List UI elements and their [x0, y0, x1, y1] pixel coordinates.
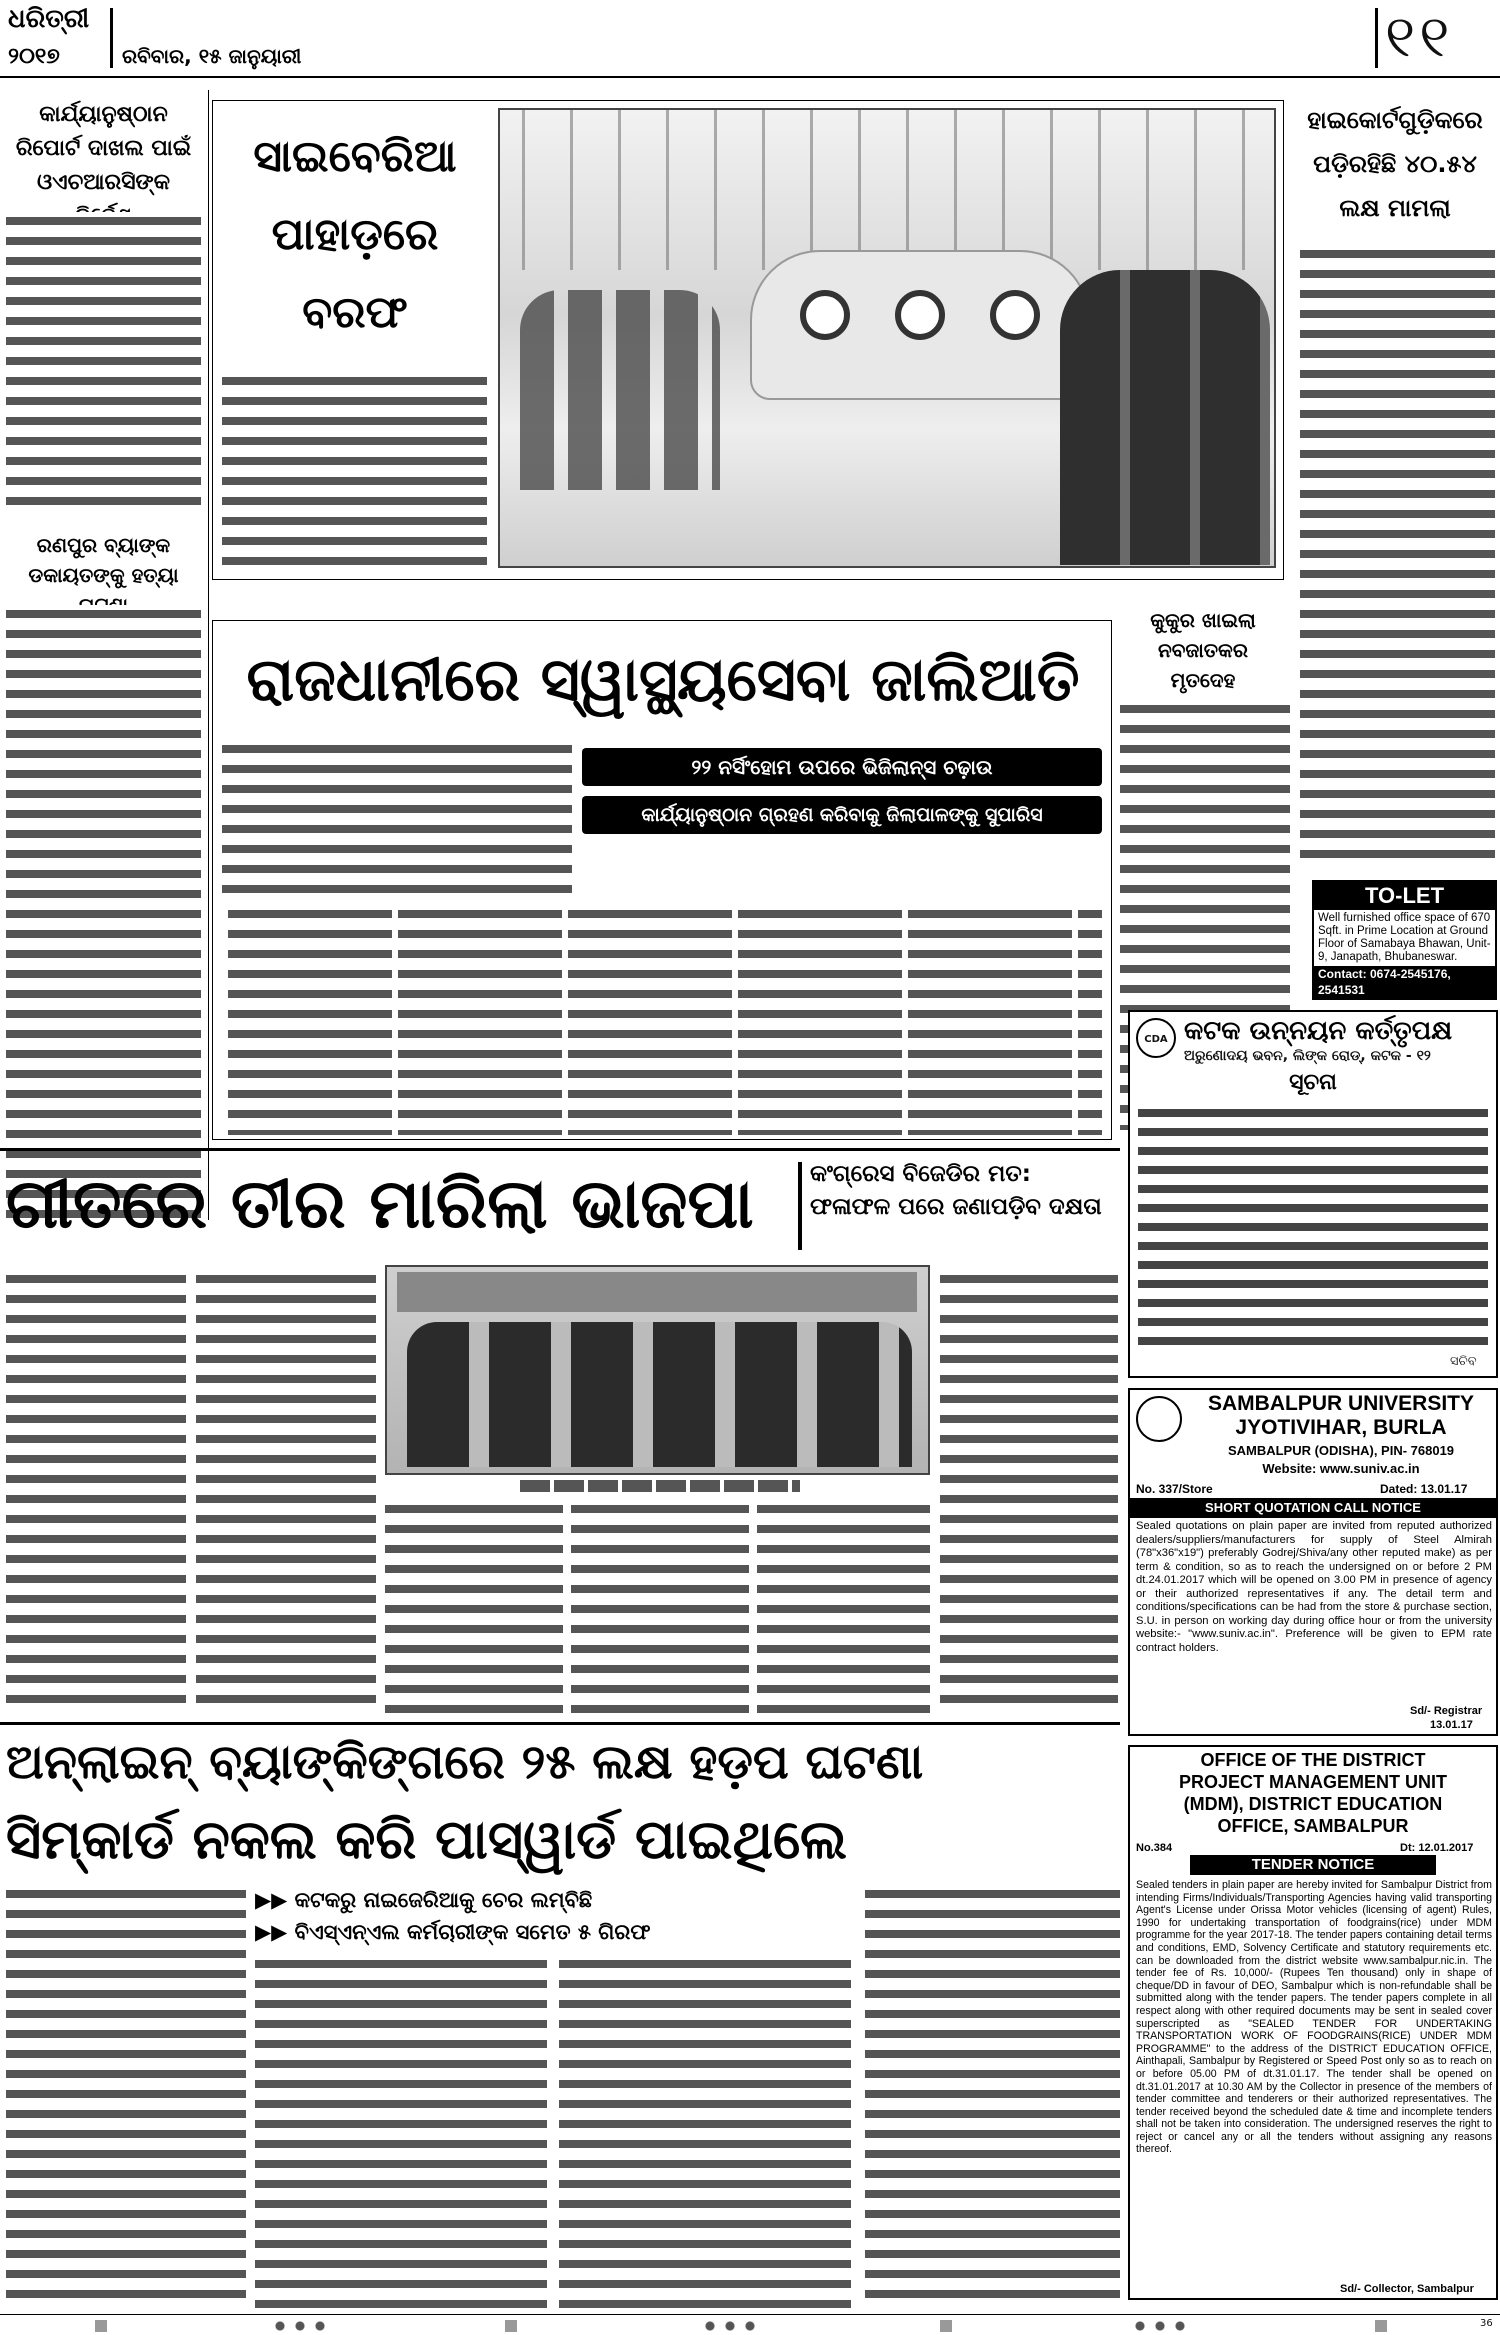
su-title-2: JYOTIVIHAR, BURLA: [1235, 1416, 1447, 1439]
bjp-article-middle: [385, 1500, 930, 1715]
cda-notice-title: ସୂଚନା: [1289, 1070, 1337, 1095]
bjp-article-left: [6, 1270, 376, 1715]
su-address: SAMBALPUR (ODISHA), PIN- 768019: [1227, 1443, 1455, 1458]
dpmu-signature: Sd/- Collector, Sambalpur: [1340, 2283, 1474, 2295]
dpmu-notice-title: TENDER NOTICE: [1190, 1855, 1436, 1875]
bjp-divider: [798, 1162, 802, 1250]
footer-rule: [0, 2314, 1500, 2315]
column-rule: [208, 90, 209, 1220]
dpmu-title-3: (MDM), DISTRICT EDUCATION: [1183, 1794, 1443, 1814]
dpmu-title-4: OFFICE, SAMBALPUR: [1217, 1816, 1409, 1836]
bank-article-middle: [255, 1955, 855, 2310]
issue-date: ରବିବାର, ୧୫ ଜାନୁୟାରୀ: [122, 44, 302, 68]
registration-dots: [270, 2320, 330, 2332]
bjp-photo-caption: [520, 1480, 800, 1492]
bank-article-right: [865, 1885, 1120, 2310]
su-title-1: SAMBALPUR UNIVERSITY: [1207, 1392, 1475, 1415]
bjp-article-right: [940, 1270, 1118, 1715]
cda-ad: [1128, 1010, 1498, 1378]
highcourt-headline: ହାଇକୋର୍ଟଗୁଡ଼ିକରେ ପଡ଼ିରହିଛି ୪୦.୫୪ ଲକ୍ଷ ମାମଲା: [1307, 106, 1483, 222]
dpmu-date: Dt: 12.01.2017: [1400, 1842, 1474, 1854]
su-logo: [1136, 1396, 1182, 1442]
bjp-headline: ଗୀତରେ ତୀର ମାରିଲା ଭାଜପା: [6, 1165, 754, 1244]
siberia-headline: ସାଇବେରିଆ ପାହାଡ଼ରେ ବରଫ: [253, 131, 457, 338]
su-signature: Sd/- Registrar: [1410, 1705, 1483, 1717]
cda-signature: ସଚିବ: [1450, 1354, 1477, 1369]
page-number: ୧୧: [1385, 2, 1454, 70]
bjp-press-photo: [385, 1265, 930, 1475]
dpmu-title-2: PROJECT MANAGEMENT UNIT: [1178, 1772, 1447, 1792]
registration-mark: [1375, 2320, 1387, 2332]
bank-kicker-2: [255, 1917, 855, 1947]
su-notice-body: Sealed quotations on plain paper are invited from reputed authorized dealers/suppliers/manufacturers for supply of Steel Almirah (78"x36"x19") preferably Godrej/Shiva/any other reputed make) as per term & condition, so as to reach the undersigned on or before 2 PM dt.24.01.2017 which will be opened on 3.00 PM in presence of agency or their authorized representatives if any. The detail term and conditions/specifications can be had from the store & purchase section, S.U. in person on working day during office hour or from the university website:- "www.suniv.ac.in". Preference will be given to EPM rate contract holders.: [1136, 1520, 1492, 1654]
left-article-2-text: [6, 605, 201, 1220]
health-intro-text: [222, 740, 572, 900]
dpmu-notice-body: Sealed tenders in plain paper are hereby invited for Sambalpur District from intending Firms/Individuals/Transporting Agencies having valid transporting Agent's License under Orissa Motor vehicles (licensing of agent) Rules, 1990 for undertaking transportation of foodgrains(rice) under MDM programme for the year 2017-18. The tender papers containing detail terms and conditions, EMD, Solvency Certificate and statutory requirements etc. can be downloaded from the district website www.sambalpur.nic.in. The tender fee of Rs. 10,000/- (Rupees Ten thousand) only in shape of cheque/DD in favour of DEO, Sambalpur which is non-refundable shall be submitted along with the tender papers. The tender papers complete in all respect along with other required documents may be sent in sealed cover superscripted as "SEALED TENDER FOR UNDERTAKING TRANSPORTATION WORK OF FOODGRAINS(RICE) UNDER MDM PROGRAMME" to the address of the DISTRICT EDUCATION OFFICE, Ainthapali, Sambalpur by Registered or Speed Post only so as to reach on or before 05.00 PM of dt.31.01.17. The tender shall be opened on dt.31.01.2017 at 10.30 AM by the Collector in presence of the members of tender committee and tenderers or their authorized representatives. The tender received beyond the scheduled date & time and incomplete tenders shall not be taken into consideration. The undersigned reserves the right to reject or cancel any or all the tenders without assigning any reasons thereof.: [1136, 1879, 1492, 2156]
tolet-body: Well furnished office space of 670 Sqft. in Prime Location at Ground Floor of Samabaya Bhawan, Unit-9, Janapath, Bhubaneswar.: [1318, 912, 1491, 963]
dog-headline: କୁକୁର ଖାଇଲା ନବଜାତକର ମୃତଦେହ: [1150, 608, 1256, 692]
brand-name: ଧରିତ୍ରୀ: [8, 4, 90, 34]
left-article-1-text: [6, 212, 201, 512]
registration-dots: [700, 2320, 760, 2332]
left-headline-2: ରଣପୁର ବ୍ୟାଙ୍କ ଡକାୟତଙ୍କୁ ହତ୍ୟା: [28, 533, 179, 587]
footer-marks: [0, 2318, 1500, 2332]
bank-kicker-1-text: କଟକରୁ ନାଇଜେରିଆକୁ ଚେର ଲମ୍ବିଛି: [294, 1888, 593, 1912]
masthead-divider: [110, 8, 113, 68]
bank-kicker-1: [255, 1885, 855, 1915]
visitors-left: [520, 290, 720, 490]
su-dated: Dated: 13.01.17: [1380, 1482, 1468, 1496]
registration-dots: [1130, 2320, 1190, 2332]
press-banner: [397, 1272, 917, 1312]
masthead: [0, 0, 1500, 80]
visitors-right: [1060, 270, 1270, 565]
masthead-bottom-rule: [0, 76, 1500, 78]
su-ref-no: No. 337/Store: [1136, 1482, 1213, 1496]
text-line: [6, 212, 201, 512]
left-headline-1: କାର୍ଯ୍ୟାନୁଷ୍ଠାନ ରିପୋର୍ଟ ଦାଖଲ ପାଇଁ ଓଏଚଆରସିଙ୍କ: [15, 102, 192, 195]
su-ad: [1128, 1388, 1498, 1736]
masthead-divider-right: [1375, 8, 1378, 68]
tolet-ad: [1312, 880, 1497, 1000]
registration-mark: [505, 2320, 517, 2332]
snow-jagannath-photo: [498, 108, 1276, 568]
bank-headline-2: ସିମ୍‌କାର୍ଡ ନକଲ କରି ପାସ୍‌ୱାର୍ଡ ପାଇଥିଲେ: [6, 1808, 848, 1871]
press-people: [407, 1322, 912, 1467]
su-notice-title: SHORT QUOTATION CALL NOTICE: [1130, 1498, 1496, 1518]
siberia-article-text: [222, 372, 487, 572]
cda-title: କଟକ ଉନ୍ନୟନ କର୍ତ୍ତୃପକ୍ଷ: [1184, 1016, 1453, 1046]
cda-address: ଅରୁଣୋଦୟ ଭବନ, ଲିଙ୍କ ରୋଡ୍, କଟକ - ୧୨: [1184, 1048, 1431, 1064]
cda-notice-text: [1138, 1104, 1488, 1349]
highcourt-article-text: [1300, 245, 1495, 865]
su-signature-date: 13.01.17: [1430, 1719, 1473, 1731]
health-subhead-1: ୨୨ ନର୍ସିଂହୋମ ଉପରେ ଭିଜିଲାନ୍ସ ଚଢ଼ାଉ: [582, 748, 1102, 786]
cda-logo: CDA: [1136, 1018, 1176, 1058]
dpmu-ad: [1128, 1745, 1498, 2300]
sculpture-face-middle: [895, 290, 945, 340]
bank-article-left: [6, 1885, 246, 2310]
arrow-icon: ▶▶: [255, 1888, 288, 1912]
sculpture-face-right: [990, 290, 1040, 340]
dpmu-ref-no: No.384: [1136, 1842, 1173, 1854]
health-subhead-2: କାର୍ଯ୍ୟାନୁଷ୍ଠାନ ଗ୍ରହଣ କରିବାକୁ ଜିଲାପାଳଙ୍କୁ ସୁପାରିସ: [582, 796, 1102, 834]
sculpture-face-left: [800, 290, 850, 340]
tolet-title: TO-LET: [1314, 882, 1495, 910]
registration-mark: [940, 2320, 952, 2332]
health-headline: ରାଜଧାନୀରେ ସ୍ୱାସ୍ଥ୍ୟସେବା ଜାଲିଆତି: [246, 645, 1080, 715]
dpmu-title-1: OFFICE OF THE DISTRICT: [1200, 1750, 1426, 1770]
bjp-side-headline: କଂଗ୍ରେସ ବିଜେଡିର ମତ: ଫଳାଫଳ ପରେ ଜଣାପଡ଼ିବ ଦକ୍ଷତା: [810, 1161, 1102, 1220]
registration-mark: [95, 2320, 107, 2332]
brand-year: ୨୦୧୭: [8, 44, 60, 69]
su-website: Website: www.suniv.ac.in: [1262, 1461, 1420, 1476]
bank-headline-1: ଅନ୍‌ଲାଇନ୍ ବ୍ୟାଙ୍କିଙ୍ଗରେ ୨୫ ଲକ୍ଷ ହଡ଼ପ ଘଟଣା: [6, 1734, 924, 1790]
bank-kicker-2-text: ବିଏସ୍‌ଏନ୍‌ଏଲ କର୍ମଚାରୀଙ୍କ ସମେତ ୫ ଗିରଫ: [294, 1920, 651, 1944]
health-article-text: [222, 905, 1102, 1135]
tolet-contact: Contact: 0674-2545176, 2541531: [1314, 966, 1495, 998]
footer-page-code: 36: [1480, 2318, 1493, 2329]
arrow-icon: ▶▶: [255, 1920, 288, 1944]
tree-silhouettes: [500, 110, 1274, 270]
